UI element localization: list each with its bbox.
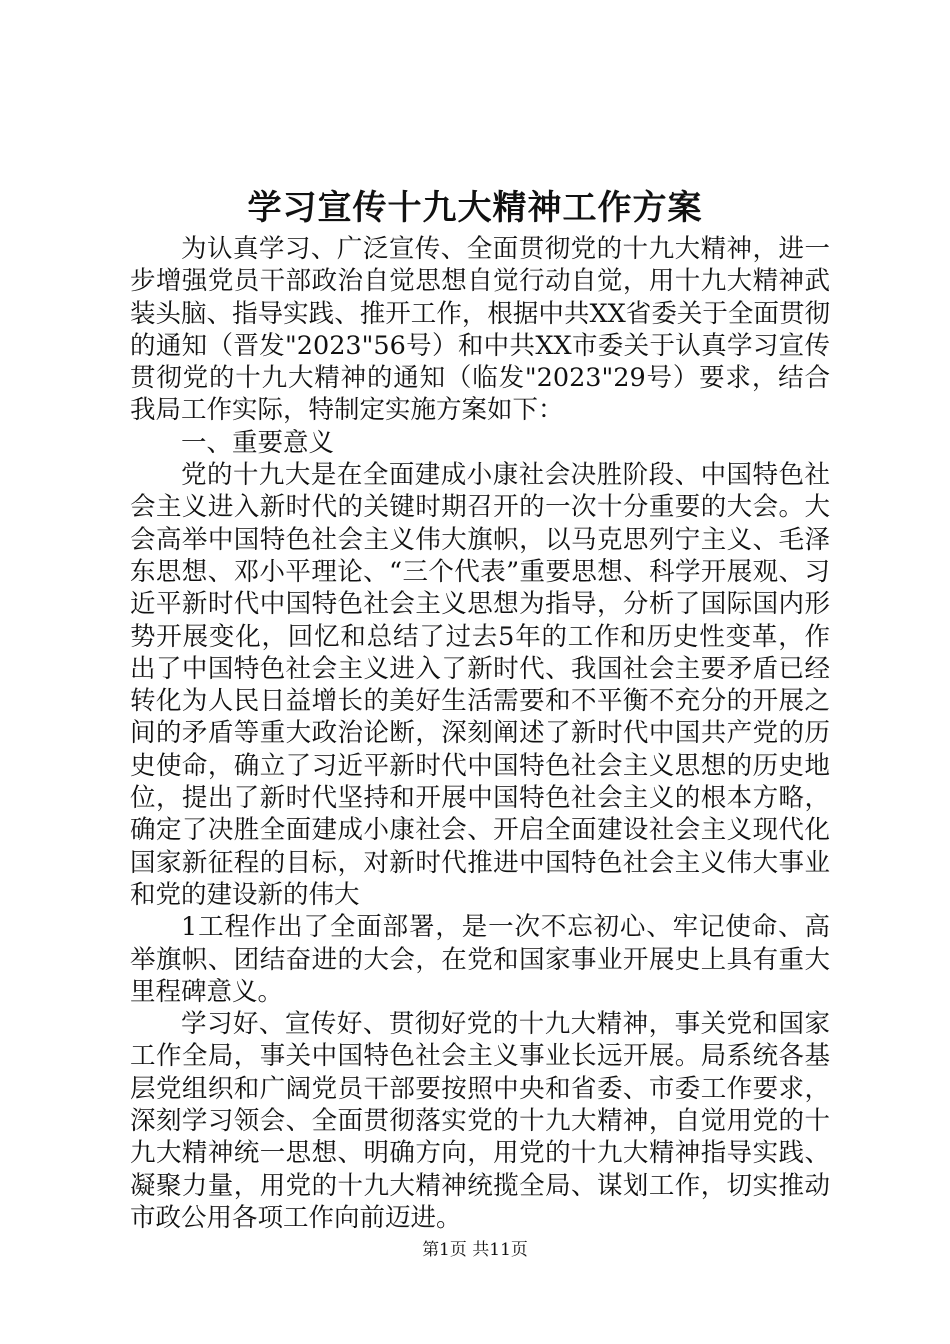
- paragraph-requirements: 学习好、宣传好、贯彻好党的十九大精神，事关党和国家工作全局，事关中国特色社会主义事业长远开展。局系统各基层党组织和广阔党员干部要按照中央和省委、市委工作要求，深刻学习领会、全面贯彻落实党的十九大精神，自觉用党的十九大精神统一思想、明确方向，用党的十九大精神指导实践、凝聚力量，用党的十九大精神统揽全局、谋划工作，切实推动市政公用各项工作向前迈进。: [130, 1009, 830, 1233]
- paragraph-continuation: 1工程作出了全面部署，是一次不忘初心、牢记使命、高举旗帜、团结奋进的大会，在党和国家事业开展史上具有重大里程碑意义。: [130, 912, 830, 1007]
- document-body: [130, 233, 830, 1234]
- paragraph-intro: 为认真学习、广泛宣传、全面贯彻党的十九大精神，进一步增强党员干部政治自觉思想自觉行动自觉，用十九大精神武装头脑、指导实践、推开工作，根据中共XX省委关于全面贯彻的通知（晋发"2023"56号）和中共XX市委关于认真学习宣传贯彻党的十九大精神的通知（临发"2023"29号）要求，结合我局工作实际，特制定实施方案如下：: [130, 234, 830, 426]
- page-indicator: 第1页 共11页: [422, 1240, 528, 1260]
- document-title: 学习宣传十九大精神工作方案: [247, 188, 703, 228]
- section-heading-significance: 一、重要意义: [181, 427, 335, 458]
- paragraph-significance: 党的十九大是在全面建成小康社会决胜阶段、中国特色社会主义进入新时代的关键时期召开的一次十分重要的大会。大会高举中国特色社会主义伟大旗帜，以马克思列宁主义、毛泽东思想、邓小平理论、“三个代表”重要思想、科学开展观、习近平新时代中国特色社会主义思想为指导，分析了国际国内形势开展变化，回忆和总结了过去5年的工作和历史性变革，作出了中国特色社会主义进入了新时代、我国社会主要矛盾已经转化为人民日益增长的美好生活需要和不平衡不充分的开展之间的矛盾等重大政治论断，深刻阐述了新时代中国共产党的历史使命，确立了习近平新时代中国特色社会主义思想的历史地位，提出了新时代坚持和开展中国特色社会主义的根本方略，确定了决胜全面建成小康社会、开启全面建设社会主义现代化国家新征程的目标，对新时代推进中国特色社会主义伟大事业和党的建设新的伟大: [130, 460, 830, 910]
